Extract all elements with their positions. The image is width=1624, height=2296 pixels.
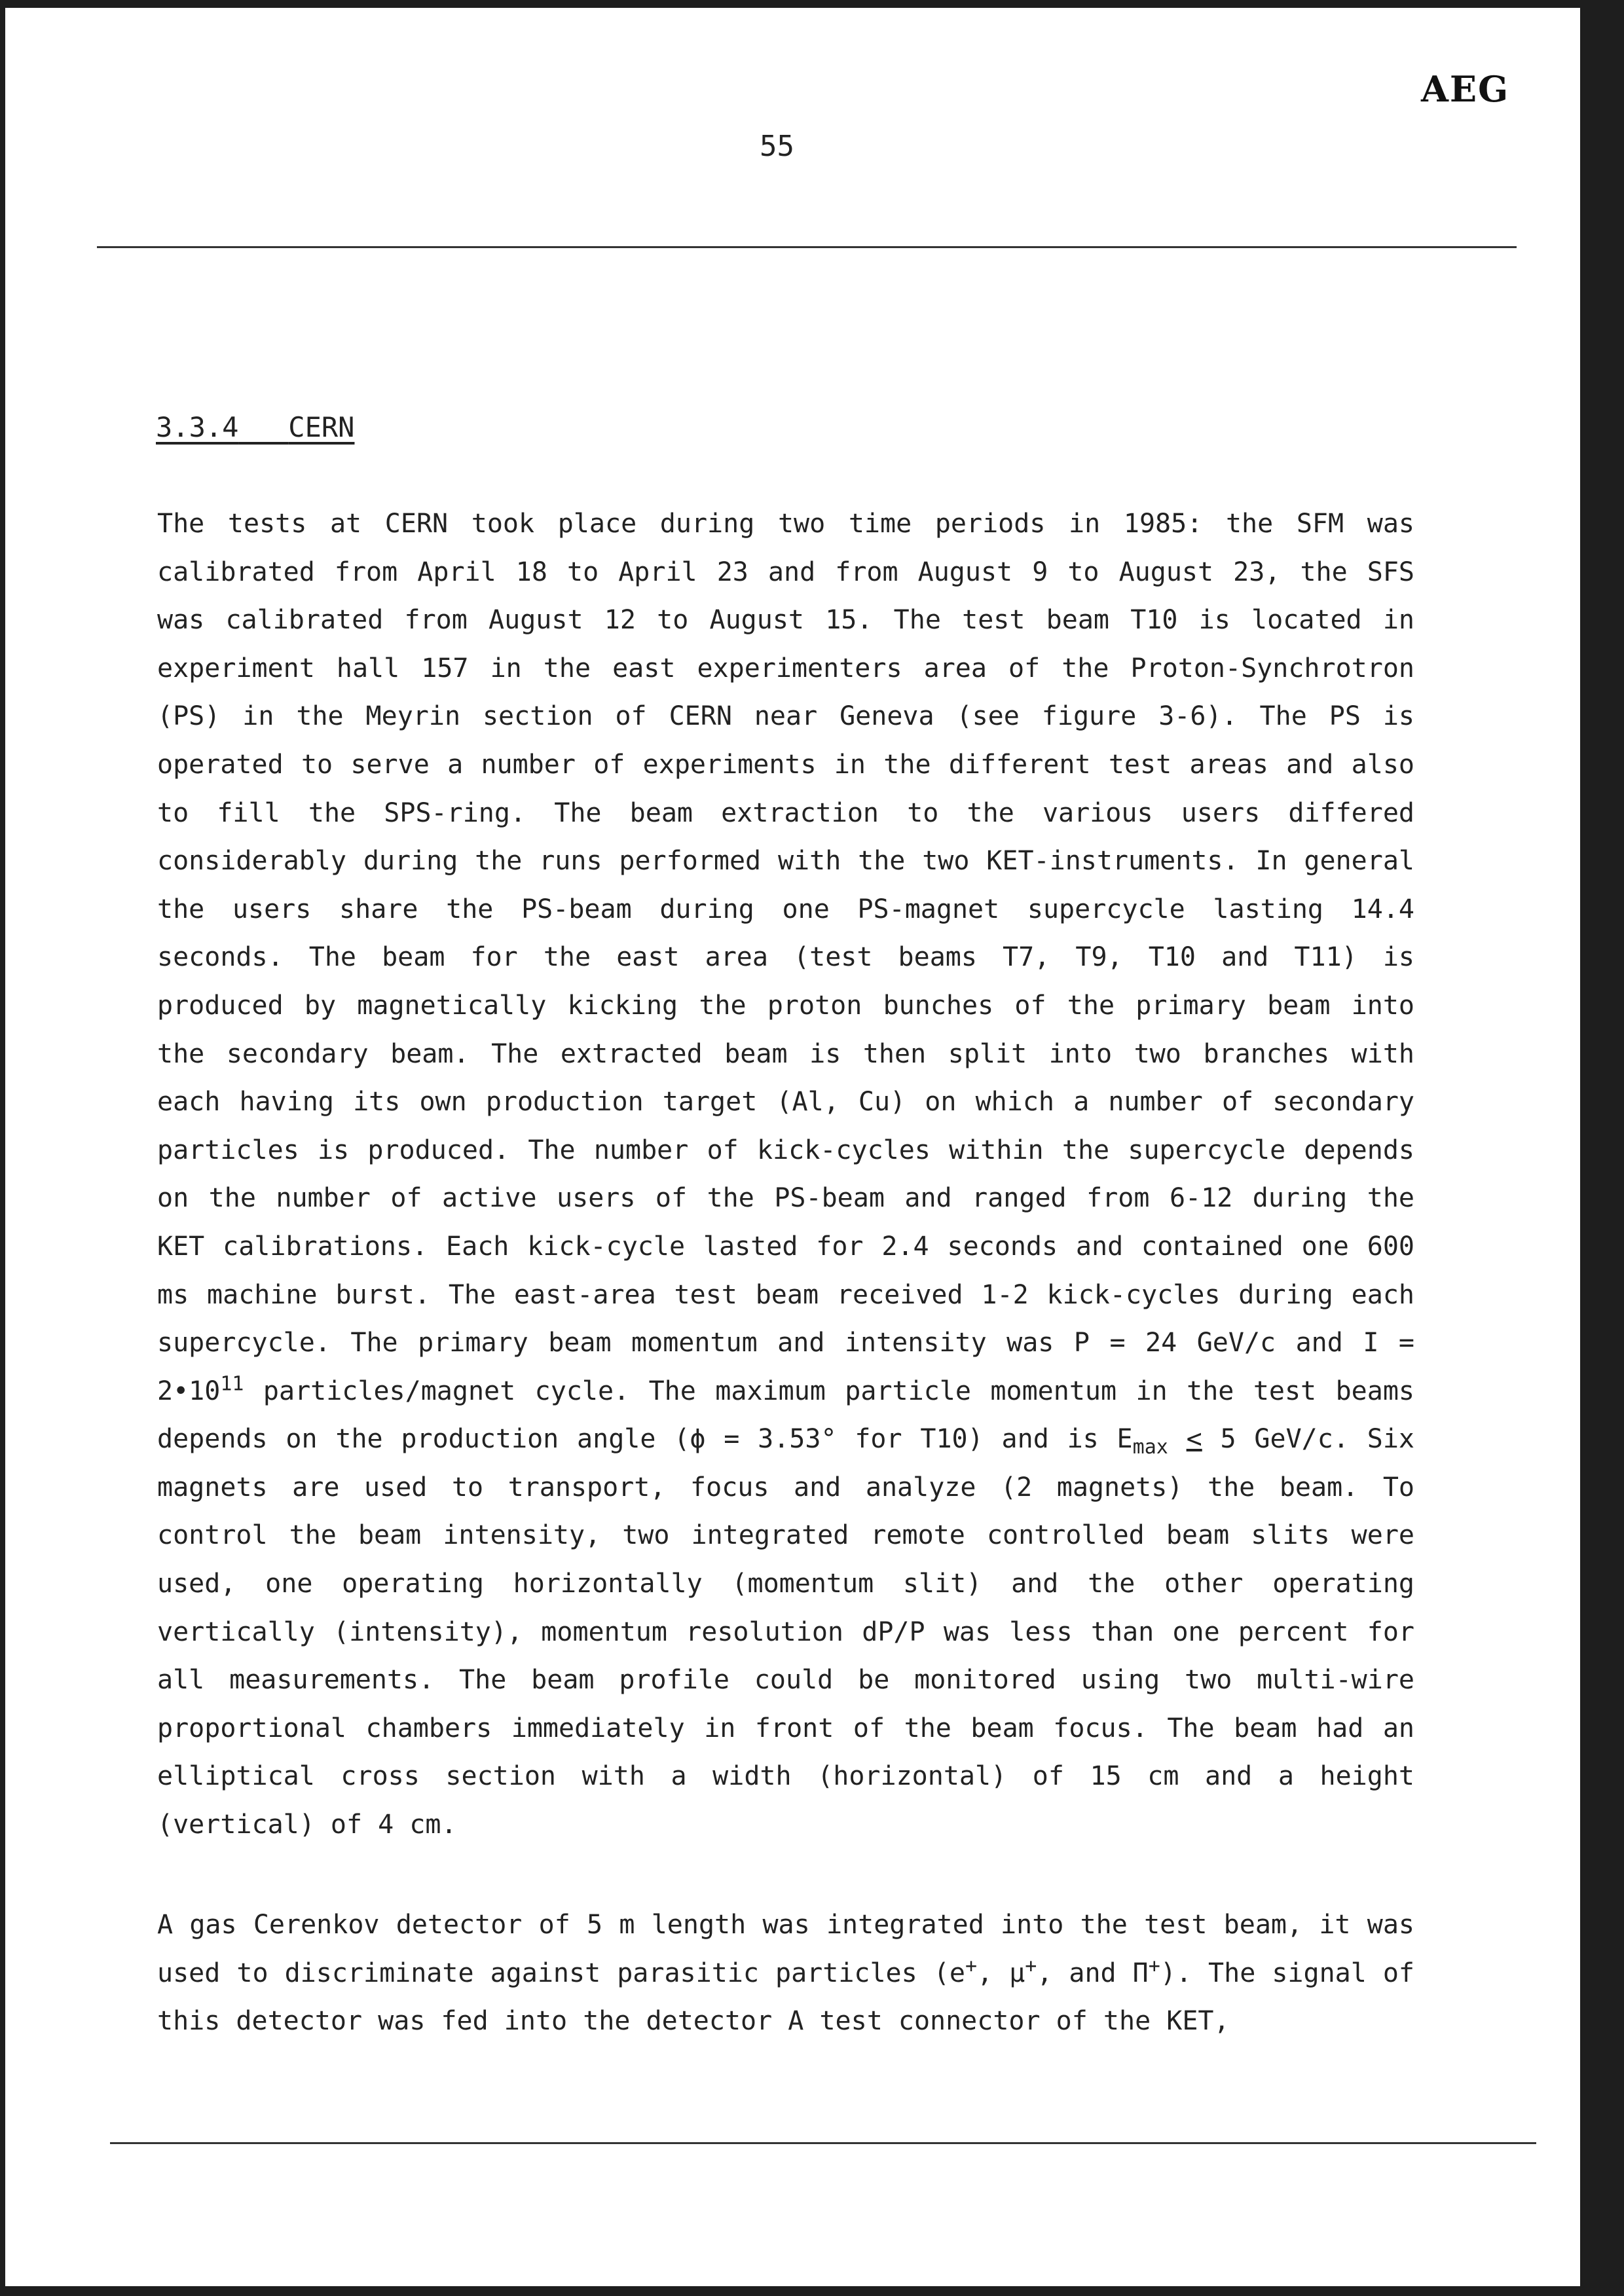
exponent: 11	[220, 1372, 244, 1396]
paragraph-text: A gas Cerenkov detector of 5 m length was integrated into the test beam, it was used to discriminate against parasitic particles (e	[157, 1910, 1414, 1988]
page-number: 55	[760, 130, 794, 163]
document-page	[5, 8, 1580, 2286]
subscript: max	[1132, 1436, 1168, 1459]
section-heading	[156, 411, 354, 443]
paragraph-text: The tests at CERN took place during two time periods in 1985: the SFM was calibrated from April 18 to April 23 and from August 9 to August 23, the SFS was calibrated from August 12 to August 15. The test beam T10 is located in experiment hall 157 in the east experimenters area of the Proton-Synchrotron (PS) in the Meyrin section of CERN near Geneva (see figure 3-6). The PS is operated to serve a number of experiments in the different test areas and also to fill the SPS-ring. The beam extraction to the various users differed considerably during the runs performed with the two KET-instruments. In general the users share the PS-beam during one PS-magnet supercycle lasting 14.4 seconds. The beam for the east area (test beams T7, T9, T10 and T11) is produced by magnetically kicking the proton bunches of the primary beam into the secondary beam. The extracted beam is then split into two branches with each having its own production target (Al, Cu) on which a number of secondary particles is produced. The number of kick-cycles within the supercycle depends on the number of active users of the PS-beam and ranged from 6-12 during the KET calibrations. Each kick-cycle lasted for 2.4 seconds and contained one 600 ms machine burst. The east-area test beam received 1-2 kick-cycles during each supercycle. The primary beam momentum and intensity was P = 24 GeV/c and I = 2•10	[157, 509, 1414, 1406]
body-paragraph	[157, 500, 1414, 1850]
paragraph-text: , μ	[977, 1958, 1025, 1988]
superscript: +	[965, 1954, 977, 1978]
section-title: CERN	[288, 411, 355, 443]
paragraph-text: , and Π	[1037, 1958, 1149, 1988]
paragraph-text: particles/magnet cycle. The maximum particle momentum in the test beams depends on the production angle (ϕ = 3.53° for T10) and is E	[157, 1376, 1414, 1455]
header-rule	[97, 246, 1517, 248]
aeg-logo: AEG	[1421, 68, 1510, 110]
paragraph-text	[1168, 1424, 1187, 1454]
less-equal-symbol: <	[1186, 1424, 1202, 1455]
paragraph-text: ). The signal of this detector was fed into the detector A test connector of the KET,	[157, 1958, 1415, 2037]
superscript: +	[1148, 1954, 1160, 1978]
superscript: +	[1025, 1954, 1037, 1978]
footer-rule	[110, 2142, 1536, 2144]
paragraph-text: 5 GeV/c. Six magnets are used to transport, focus and analyze (2 magnets) the beam. To control the beam intensity, two integrated remote controlled beam slits were used, one operating horizontally (momentum slit) and the other operating vertically (intensity), momentum resolution dP/P was less than one percent for all measurements. The beam profile could be monitored using two multi-wire proportional chambers immediately in front of the beam focus. The beam had an elliptical cross section with a width (horizontal) of 15 cm and a height (vertical) of 4 cm.	[157, 1424, 1414, 1840]
body-paragraph	[157, 1901, 1414, 2046]
section-number: 3.3.4	[156, 411, 239, 443]
